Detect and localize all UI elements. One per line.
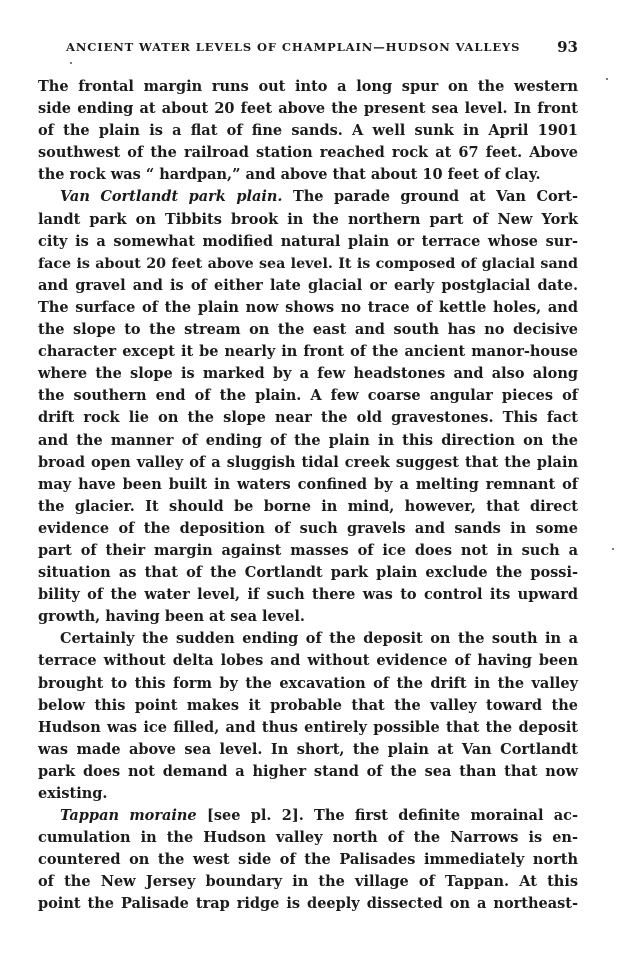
line-text: The frontal margin runs out into a long spur on the western — [38, 78, 578, 95]
line-text: park does not demand a higher stand of the sea than that now — [38, 762, 578, 780]
text-line — [38, 761, 578, 783]
text-line — [38, 628, 578, 650]
line-text: the slope to the stream on the east and south has no decisive — [38, 321, 578, 339]
line-text: the rock was “ hardpan,” and above that about 10 feet of clay. — [38, 166, 541, 184]
line-text: the southern end of the plain. A few coarse angular pieces of — [38, 387, 578, 405]
line-text: drift rock lie on the slope near the old gravestones. This fact — [38, 409, 578, 427]
text-line — [38, 430, 578, 452]
text-line — [38, 871, 578, 893]
text-line — [38, 606, 578, 628]
text-line — [38, 407, 578, 429]
text-line — [38, 562, 578, 584]
scan-speck — [606, 78, 608, 80]
text-line — [38, 673, 578, 695]
line-text: where the slope is marked by a few headstones and also along — [38, 365, 578, 383]
text-line — [38, 893, 578, 915]
line-text: face is about 20 feet above sea level. It is composed of glacial sand — [38, 255, 578, 272]
line-text: and the manner of ending of the plain in this direction on the — [38, 431, 578, 449]
scan-speck — [70, 62, 72, 64]
text-line — [38, 142, 578, 164]
line-text: bility of the water level, if such there was to control its upward — [38, 586, 578, 604]
text-line — [38, 385, 578, 407]
line-text: broad open valley of a sluggish tidal creek suggest that the plain — [38, 453, 578, 471]
text-line — [38, 584, 578, 606]
text-line — [38, 474, 578, 496]
line-text: Hudson was ice filled, and thus entirely possible that the deposit — [38, 718, 578, 736]
line-text: city is a somewhat modified natural plain or terrace whose sur- — [38, 232, 578, 250]
line-text: existing. — [38, 785, 108, 802]
italic-heading: Van Cortlandt park plain. — [60, 188, 283, 206]
text-line — [38, 717, 578, 739]
text-line — [38, 452, 578, 474]
scan-speck — [612, 548, 614, 550]
line-text: growth, having been at sea level. — [38, 608, 305, 626]
text-line — [38, 805, 578, 827]
line-text: [see pl. 2]. The first definite morainal ac- — [196, 807, 579, 825]
text-line — [38, 341, 578, 363]
line-text: evidence of the deposition of such gravels and sands in some — [38, 519, 578, 537]
running-title: ANCIENT WATER LEVELS OF CHAMPLAIN—HUDSON VALLEYS — [66, 40, 521, 54]
text-line — [38, 319, 578, 341]
text-line — [38, 76, 578, 98]
text-line — [38, 695, 578, 717]
text-line — [38, 496, 578, 518]
text-line — [38, 209, 578, 231]
line-text: southwest of the railroad station reached rock at 67 feet. Above — [38, 144, 578, 162]
line-text: side ending at about 20 feet above the present sea level. In front — [38, 100, 578, 118]
line-text: point the Palisade trap ridge is deeply dissected on a northeast- — [38, 895, 578, 913]
text-line — [38, 739, 578, 761]
line-text: terrace without delta lobes and without evidence of having been — [38, 652, 578, 670]
text-line — [38, 253, 578, 275]
line-text: of the New Jersey boundary in the village of Tappan. At this — [38, 873, 578, 891]
text-line — [38, 827, 578, 849]
line-text: below this point makes it probable that the valley toward the — [38, 696, 578, 714]
line-text: of the plain is a flat of fine sands. A well sunk in April 1901 — [38, 122, 578, 140]
text-line — [38, 297, 578, 319]
line-text: part of their margin against masses of ice does not in such a — [38, 541, 578, 559]
line-text: was made above sea level. In short, the plain at Van Cortlandt — [38, 740, 578, 758]
line-text: The surface of the plain now shows no trace of kettle holes, and — [38, 298, 578, 316]
running-header — [66, 40, 578, 58]
line-text: The parade ground at Van Cort- — [282, 188, 579, 206]
line-text: cumulation in the Hudson valley north of the Narrows is en- — [38, 829, 578, 847]
text-line — [38, 120, 578, 142]
line-text: brought to this form by the excavation of the drift in the valley — [38, 674, 578, 692]
text-line — [38, 650, 578, 672]
line-text: landt park on Tibbits brook in the northern part of New York — [38, 210, 578, 228]
line-text: the glacier. It should be borne in mind, however, that direct — [38, 497, 578, 515]
text-line — [38, 540, 578, 562]
text-line — [38, 275, 578, 297]
text-line — [38, 98, 578, 120]
line-text: Certainly the sudden ending of the deposit on the south in a — [60, 630, 578, 648]
page-number: 93 — [557, 38, 578, 56]
body-text — [38, 76, 578, 916]
line-text: countered on the west side of the Palisades immediately north — [38, 851, 578, 869]
text-line — [38, 849, 578, 871]
text-line — [38, 186, 578, 208]
text-line — [38, 164, 578, 186]
italic-heading: Tappan moraine — [60, 807, 197, 825]
line-text: may have been built in waters confined by a melting remnant of — [38, 475, 578, 493]
text-line — [38, 363, 578, 385]
line-text: and gravel and is of either late glacial or early postglacial date. — [38, 276, 578, 294]
text-line — [38, 783, 578, 805]
text-line — [38, 518, 578, 540]
text-line — [38, 231, 578, 253]
line-text: character except it be nearly in front of the ancient manor-house — [38, 343, 578, 361]
line-text: situation as that of the Cortlandt park plain exclude the possi- — [38, 564, 578, 582]
